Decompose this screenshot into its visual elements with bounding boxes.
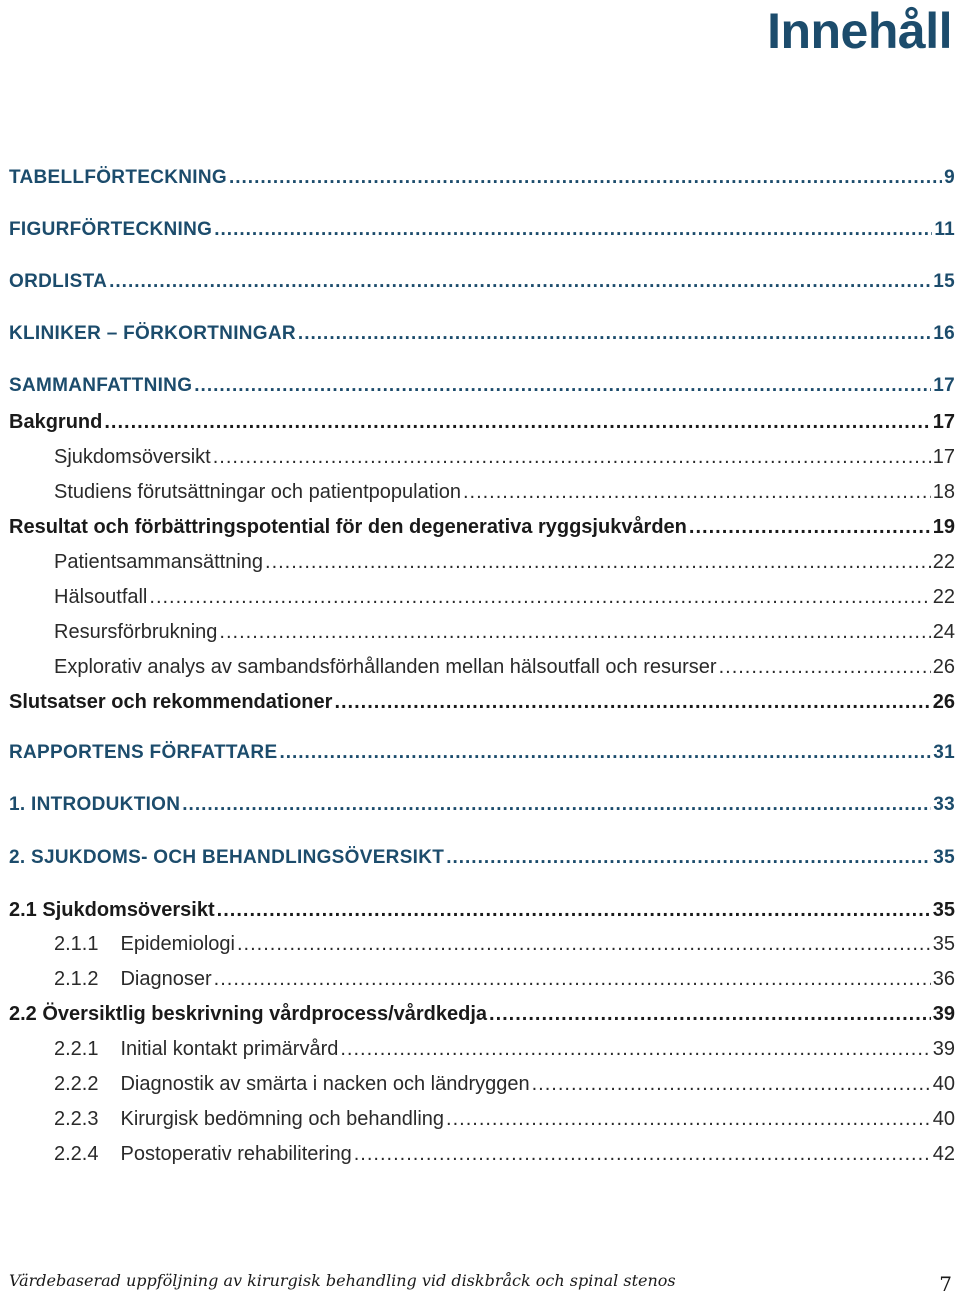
toc-entry-page: 26 <box>932 691 955 713</box>
toc-entry-label: FIGURFÖRTECKNING <box>9 219 213 240</box>
toc-entry-label: ORDLISTA <box>9 271 108 292</box>
toc-entry-number: 2.2.4 <box>54 1143 99 1165</box>
toc-entry-number: 2.2.3 <box>54 1108 99 1130</box>
toc-entry-page: 35 <box>932 899 955 921</box>
footer-page-number: 7 <box>939 1272 952 1296</box>
toc-entry-label: Patientsammansättning <box>54 551 264 573</box>
toc-entry-label: Epidemiologi <box>120 933 235 955</box>
leader-dots <box>109 267 931 297</box>
toc-entry[interactable] <box>54 442 955 472</box>
toc-entry[interactable] <box>54 1034 955 1064</box>
toc-entry-page: 15 <box>933 271 955 292</box>
toc-entry-page: 17 <box>932 446 955 468</box>
toc-entry[interactable] <box>54 477 955 507</box>
toc-entry-label: Resultat och förbättringspotential för den degenerativa ryggsjukvården <box>9 516 687 538</box>
toc-entry-page: 40 <box>932 1108 955 1130</box>
leader-dots <box>229 163 942 193</box>
toc-entry-page: 22 <box>932 551 955 573</box>
toc-entry[interactable] <box>9 371 955 401</box>
toc-entry-label: Initial kontakt primärvård <box>120 1038 339 1060</box>
toc-entry[interactable] <box>54 929 955 959</box>
toc-entry-label: Resursförbrukning <box>54 621 218 643</box>
leader-dots <box>446 1104 931 1134</box>
toc-entry[interactable] <box>9 999 955 1029</box>
toc-entry-label: 2.2 Översiktlig beskrivning vårdprocess/vårdkedja <box>9 1003 488 1025</box>
leader-dots <box>446 843 931 873</box>
leader-dots <box>719 652 931 682</box>
toc-entry[interactable] <box>9 267 955 297</box>
toc-entry-label: Slutsatser och rekommendationer <box>9 691 333 713</box>
toc-entry[interactable] <box>9 163 955 193</box>
leader-dots <box>213 442 931 472</box>
leader-dots <box>265 547 931 577</box>
toc-entry-number: 2.2.1 <box>54 1038 99 1060</box>
toc-entry[interactable] <box>54 1104 955 1134</box>
toc-entry-label: KLINIKER – FÖRKORTNINGAR <box>9 323 296 344</box>
toc-entry-page: 36 <box>932 968 955 990</box>
toc-entry[interactable] <box>9 215 955 245</box>
toc-entry-page: 18 <box>932 481 955 503</box>
toc-entry[interactable] <box>9 738 955 768</box>
toc-entry-page: 33 <box>933 794 955 815</box>
toc-entry-label: SAMMANFATTNING <box>9 375 193 396</box>
toc-entry-page: 17 <box>932 411 955 433</box>
toc-entry-page: 17 <box>933 375 955 396</box>
toc-entry-label: Explorativ analys av sambandsförhållanden mellan hälsoutfall och resurser <box>54 656 717 678</box>
toc-entry-page: 16 <box>933 323 955 344</box>
leader-dots <box>279 738 931 768</box>
toc-entry[interactable] <box>9 407 955 437</box>
toc-entry-label: Diagnostik av smärta i nacken och ländryggen <box>120 1073 530 1095</box>
toc-entry-page: 22 <box>932 586 955 608</box>
toc-entry[interactable] <box>9 512 955 542</box>
leader-dots <box>194 371 931 401</box>
leader-dots <box>237 929 931 959</box>
leader-dots <box>182 790 931 820</box>
toc-entry-label: 2.1 Sjukdomsöversikt <box>9 899 215 921</box>
toc-entry-page: 19 <box>932 516 955 538</box>
leader-dots <box>214 964 931 994</box>
toc-entry-page: 39 <box>932 1038 955 1060</box>
toc-entry-page: 31 <box>933 742 955 763</box>
leader-dots <box>149 582 930 612</box>
leader-dots <box>334 687 930 717</box>
toc-entry-label: Studiens förutsättningar och patientpopulation <box>54 481 461 503</box>
toc-entry-page: 35 <box>932 933 955 955</box>
toc-entry-page: 9 <box>944 167 955 188</box>
toc-entry[interactable] <box>9 319 955 349</box>
toc-entry[interactable] <box>54 1069 955 1099</box>
toc-entry[interactable] <box>9 687 955 717</box>
toc-entry-page: 11 <box>934 219 955 240</box>
toc-entry-label: RAPPORTENS FÖRFATTARE <box>9 742 278 763</box>
toc-entry-label: Hälsoutfall <box>54 586 148 608</box>
leader-dots <box>104 407 930 437</box>
toc-entry-page: 42 <box>932 1143 955 1165</box>
toc-entry-label: Diagnoser <box>120 968 212 990</box>
toc-entry[interactable] <box>9 790 955 820</box>
toc-entry-number: 2.1.1 <box>54 933 99 955</box>
toc-entry[interactable] <box>54 582 955 612</box>
leader-dots <box>689 512 931 542</box>
leader-dots <box>532 1069 931 1099</box>
leader-dots <box>214 215 932 245</box>
leader-dots <box>489 999 931 1029</box>
toc-entry-label: Kirurgisk bedömning och behandling <box>120 1108 445 1130</box>
toc-entry[interactable] <box>54 547 955 577</box>
toc-entry-page: 35 <box>933 847 955 868</box>
leader-dots <box>354 1139 931 1169</box>
toc-entry-page: 40 <box>932 1073 955 1095</box>
toc-entry-label: 1. INTRODUKTION <box>9 794 181 815</box>
leader-dots <box>298 319 931 349</box>
toc-entry-number: 2.1.2 <box>54 968 99 990</box>
toc-entry[interactable] <box>54 617 955 647</box>
leader-dots <box>219 617 930 647</box>
toc-entry-page: 24 <box>932 621 955 643</box>
leader-dots <box>340 1034 930 1064</box>
toc-entry[interactable] <box>9 843 955 873</box>
toc-entry-label: Sjukdomsöversikt <box>54 446 211 468</box>
toc-entry-number: 2.2.2 <box>54 1073 99 1095</box>
toc-entry[interactable] <box>9 895 955 925</box>
toc-entry-label: Bakgrund <box>9 411 103 433</box>
toc-entry-label: 2. SJUKDOMS- OCH BEHANDLINGSÖVERSIKT <box>9 847 445 868</box>
leader-dots <box>217 895 931 925</box>
toc-entry-page: 39 <box>932 1003 955 1025</box>
footer-text: Värdebaserad uppföljning av kirurgisk behandling vid diskbråck och spinal stenos <box>9 1271 676 1290</box>
toc-entry[interactable] <box>54 1139 955 1169</box>
toc-entry-label: Postoperativ rehabilitering <box>120 1143 352 1165</box>
page-title: Innehåll <box>767 3 952 59</box>
toc-entry[interactable] <box>54 652 955 682</box>
toc-entry-page: 26 <box>932 656 955 678</box>
toc-entry-label: TABELLFÖRTECKNING <box>9 167 227 188</box>
toc-entry[interactable] <box>54 964 955 994</box>
leader-dots <box>463 477 931 507</box>
